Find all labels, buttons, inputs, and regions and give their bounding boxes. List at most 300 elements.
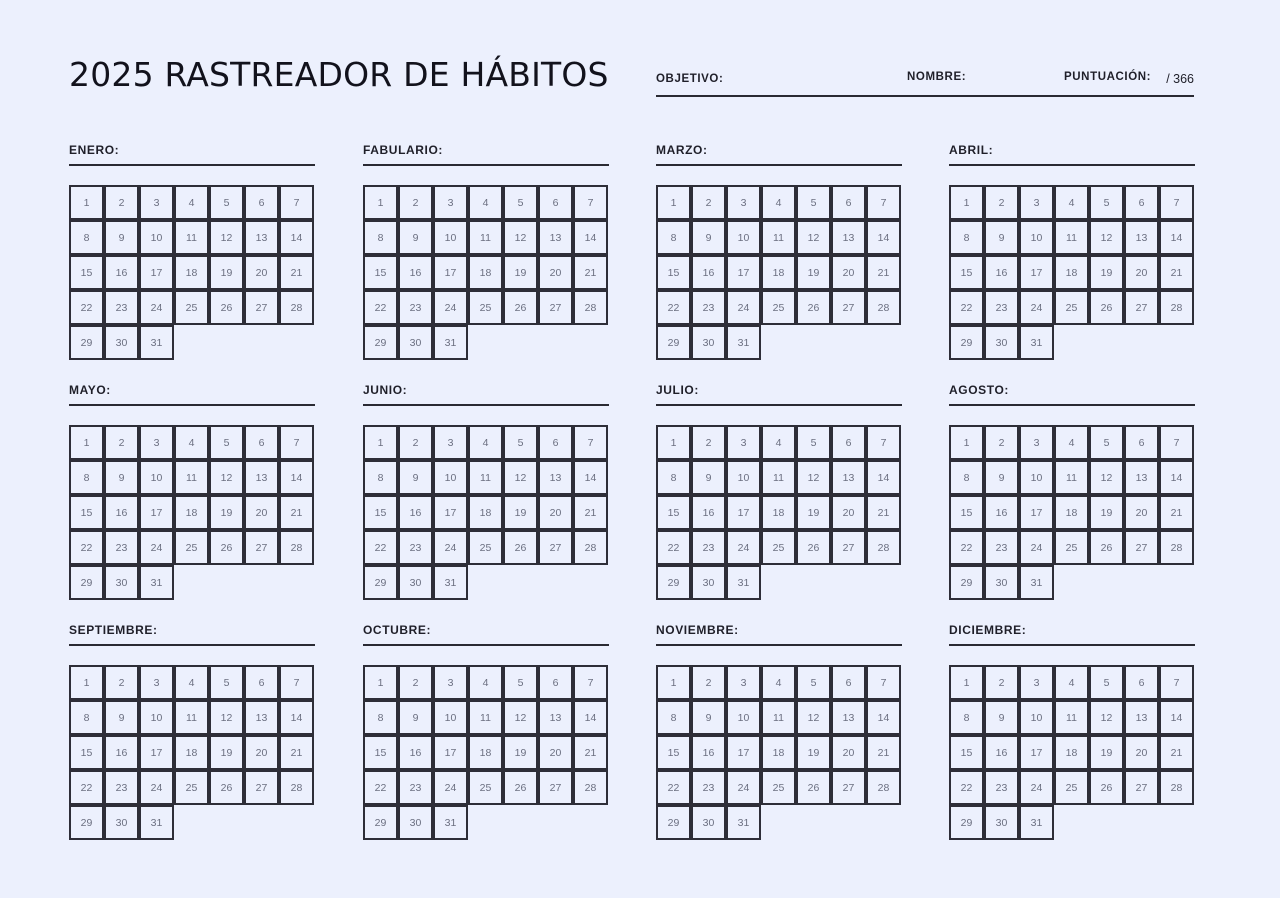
day-cell[interactable]: 3 xyxy=(1019,665,1054,700)
day-cell[interactable]: 5 xyxy=(209,185,244,220)
day-cell[interactable]: 8 xyxy=(363,220,398,255)
day-cell[interactable]: 26 xyxy=(1089,530,1124,565)
day-cell[interactable]: 9 xyxy=(691,220,726,255)
day-cell[interactable]: 7 xyxy=(279,665,314,700)
day-cell[interactable]: 27 xyxy=(831,290,866,325)
day-cell[interactable]: 6 xyxy=(1124,665,1159,700)
day-cell[interactable]: 31 xyxy=(433,805,468,840)
day-cell[interactable]: 27 xyxy=(1124,290,1159,325)
day-cell[interactable]: 18 xyxy=(1054,255,1089,290)
day-cell[interactable]: 18 xyxy=(761,495,796,530)
day-cell[interactable]: 19 xyxy=(1089,495,1124,530)
day-cell[interactable]: 12 xyxy=(503,460,538,495)
day-cell[interactable]: 21 xyxy=(866,495,901,530)
day-cell[interactable]: 30 xyxy=(984,805,1019,840)
day-cell[interactable]: 25 xyxy=(468,290,503,325)
day-cell[interactable]: 2 xyxy=(398,425,433,460)
day-cell[interactable]: 11 xyxy=(761,700,796,735)
day-cell[interactable]: 28 xyxy=(279,530,314,565)
day-cell[interactable]: 11 xyxy=(761,460,796,495)
day-cell[interactable]: 5 xyxy=(503,425,538,460)
day-cell[interactable]: 2 xyxy=(984,425,1019,460)
day-cell[interactable]: 5 xyxy=(1089,185,1124,220)
day-cell[interactable]: 17 xyxy=(433,735,468,770)
day-cell[interactable]: 14 xyxy=(1159,700,1194,735)
day-cell[interactable]: 22 xyxy=(656,530,691,565)
day-cell[interactable]: 30 xyxy=(398,325,433,360)
day-cell[interactable]: 6 xyxy=(538,425,573,460)
day-cell[interactable]: 29 xyxy=(656,325,691,360)
day-cell[interactable]: 12 xyxy=(796,220,831,255)
day-cell[interactable]: 27 xyxy=(831,770,866,805)
day-cell[interactable]: 28 xyxy=(1159,770,1194,805)
day-cell[interactable]: 14 xyxy=(573,220,608,255)
day-cell[interactable]: 27 xyxy=(538,770,573,805)
day-cell[interactable]: 15 xyxy=(69,735,104,770)
day-cell[interactable]: 30 xyxy=(104,325,139,360)
day-cell[interactable]: 13 xyxy=(1124,460,1159,495)
day-cell[interactable]: 24 xyxy=(139,530,174,565)
day-cell[interactable]: 14 xyxy=(866,220,901,255)
day-cell[interactable]: 22 xyxy=(949,530,984,565)
day-cell[interactable]: 1 xyxy=(656,425,691,460)
day-cell[interactable]: 29 xyxy=(949,565,984,600)
day-cell[interactable]: 10 xyxy=(1019,700,1054,735)
day-cell[interactable]: 6 xyxy=(831,185,866,220)
day-cell[interactable]: 25 xyxy=(174,290,209,325)
day-cell[interactable]: 14 xyxy=(1159,460,1194,495)
day-cell[interactable]: 25 xyxy=(1054,290,1089,325)
day-cell[interactable]: 21 xyxy=(1159,735,1194,770)
day-cell[interactable]: 13 xyxy=(538,220,573,255)
day-cell[interactable]: 14 xyxy=(1159,220,1194,255)
day-cell[interactable]: 3 xyxy=(433,425,468,460)
day-cell[interactable]: 27 xyxy=(244,530,279,565)
day-cell[interactable]: 17 xyxy=(139,495,174,530)
day-cell[interactable]: 6 xyxy=(244,425,279,460)
day-cell[interactable]: 30 xyxy=(104,565,139,600)
day-cell[interactable]: 19 xyxy=(209,255,244,290)
day-cell[interactable]: 22 xyxy=(69,770,104,805)
day-cell[interactable]: 22 xyxy=(363,770,398,805)
day-cell[interactable]: 2 xyxy=(984,665,1019,700)
day-cell[interactable]: 24 xyxy=(139,770,174,805)
day-cell[interactable]: 5 xyxy=(796,185,831,220)
day-cell[interactable]: 17 xyxy=(726,735,761,770)
day-cell[interactable]: 24 xyxy=(726,770,761,805)
day-cell[interactable]: 22 xyxy=(949,770,984,805)
day-cell[interactable]: 29 xyxy=(363,565,398,600)
day-cell[interactable]: 31 xyxy=(1019,805,1054,840)
day-cell[interactable]: 6 xyxy=(538,185,573,220)
day-cell[interactable]: 31 xyxy=(139,805,174,840)
day-cell[interactable]: 12 xyxy=(1089,460,1124,495)
day-cell[interactable]: 14 xyxy=(866,460,901,495)
day-cell[interactable]: 23 xyxy=(104,770,139,805)
day-cell[interactable]: 14 xyxy=(573,460,608,495)
day-cell[interactable]: 10 xyxy=(1019,460,1054,495)
day-cell[interactable]: 10 xyxy=(726,460,761,495)
day-cell[interactable]: 30 xyxy=(691,325,726,360)
day-cell[interactable]: 8 xyxy=(949,220,984,255)
day-cell[interactable]: 25 xyxy=(468,530,503,565)
day-cell[interactable]: 31 xyxy=(726,565,761,600)
day-cell[interactable]: 8 xyxy=(949,700,984,735)
day-cell[interactable]: 16 xyxy=(691,735,726,770)
day-cell[interactable]: 30 xyxy=(398,565,433,600)
day-cell[interactable]: 11 xyxy=(174,460,209,495)
day-cell[interactable]: 23 xyxy=(398,770,433,805)
day-cell[interactable]: 21 xyxy=(279,255,314,290)
day-cell[interactable]: 27 xyxy=(831,530,866,565)
day-cell[interactable]: 16 xyxy=(104,255,139,290)
day-cell[interactable]: 9 xyxy=(398,460,433,495)
day-cell[interactable]: 4 xyxy=(1054,425,1089,460)
day-cell[interactable]: 1 xyxy=(69,425,104,460)
day-cell[interactable]: 21 xyxy=(573,255,608,290)
day-cell[interactable]: 7 xyxy=(573,665,608,700)
day-cell[interactable]: 10 xyxy=(433,220,468,255)
day-cell[interactable]: 18 xyxy=(174,735,209,770)
day-cell[interactable]: 9 xyxy=(104,700,139,735)
day-cell[interactable]: 9 xyxy=(691,700,726,735)
day-cell[interactable]: 1 xyxy=(363,425,398,460)
day-cell[interactable]: 21 xyxy=(573,735,608,770)
day-cell[interactable]: 20 xyxy=(538,255,573,290)
day-cell[interactable]: 19 xyxy=(503,735,538,770)
day-cell[interactable]: 19 xyxy=(503,495,538,530)
day-cell[interactable]: 25 xyxy=(174,530,209,565)
day-cell[interactable]: 29 xyxy=(656,565,691,600)
day-cell[interactable]: 26 xyxy=(209,290,244,325)
day-cell[interactable]: 18 xyxy=(468,255,503,290)
day-cell[interactable]: 1 xyxy=(69,665,104,700)
day-cell[interactable]: 7 xyxy=(1159,425,1194,460)
day-cell[interactable]: 28 xyxy=(573,290,608,325)
day-cell[interactable]: 10 xyxy=(433,700,468,735)
day-cell[interactable]: 27 xyxy=(538,290,573,325)
day-cell[interactable]: 12 xyxy=(796,700,831,735)
day-cell[interactable]: 30 xyxy=(104,805,139,840)
day-cell[interactable]: 6 xyxy=(538,665,573,700)
day-cell[interactable]: 18 xyxy=(1054,735,1089,770)
day-cell[interactable]: 26 xyxy=(503,530,538,565)
day-cell[interactable]: 26 xyxy=(503,770,538,805)
day-cell[interactable]: 4 xyxy=(174,665,209,700)
day-cell[interactable]: 2 xyxy=(104,185,139,220)
day-cell[interactable]: 12 xyxy=(1089,700,1124,735)
day-cell[interactable]: 31 xyxy=(433,565,468,600)
day-cell[interactable]: 13 xyxy=(538,460,573,495)
day-cell[interactable]: 25 xyxy=(1054,530,1089,565)
day-cell[interactable]: 15 xyxy=(949,735,984,770)
day-cell[interactable]: 20 xyxy=(831,735,866,770)
day-cell[interactable]: 18 xyxy=(174,255,209,290)
day-cell[interactable]: 3 xyxy=(139,425,174,460)
day-cell[interactable]: 20 xyxy=(538,495,573,530)
day-cell[interactable]: 13 xyxy=(831,460,866,495)
day-cell[interactable]: 15 xyxy=(656,255,691,290)
day-cell[interactable]: 2 xyxy=(691,425,726,460)
day-cell[interactable]: 30 xyxy=(691,565,726,600)
day-cell[interactable]: 5 xyxy=(503,185,538,220)
day-cell[interactable]: 12 xyxy=(209,460,244,495)
day-cell[interactable]: 24 xyxy=(1019,770,1054,805)
day-cell[interactable]: 3 xyxy=(726,185,761,220)
day-cell[interactable]: 4 xyxy=(468,665,503,700)
day-cell[interactable]: 17 xyxy=(726,255,761,290)
day-cell[interactable]: 16 xyxy=(398,735,433,770)
day-cell[interactable]: 24 xyxy=(726,290,761,325)
day-cell[interactable]: 18 xyxy=(174,495,209,530)
day-cell[interactable]: 23 xyxy=(398,530,433,565)
day-cell[interactable]: 6 xyxy=(1124,425,1159,460)
day-cell[interactable]: 5 xyxy=(503,665,538,700)
day-cell[interactable]: 15 xyxy=(69,255,104,290)
day-cell[interactable]: 19 xyxy=(503,255,538,290)
day-cell[interactable]: 6 xyxy=(831,425,866,460)
day-cell[interactable]: 11 xyxy=(1054,460,1089,495)
day-cell[interactable]: 12 xyxy=(503,220,538,255)
day-cell[interactable]: 4 xyxy=(761,665,796,700)
day-cell[interactable]: 9 xyxy=(398,700,433,735)
day-cell[interactable]: 3 xyxy=(1019,425,1054,460)
day-cell[interactable]: 7 xyxy=(279,425,314,460)
day-cell[interactable]: 30 xyxy=(398,805,433,840)
day-cell[interactable]: 14 xyxy=(573,700,608,735)
day-cell[interactable]: 11 xyxy=(1054,220,1089,255)
day-cell[interactable]: 25 xyxy=(1054,770,1089,805)
day-cell[interactable]: 10 xyxy=(139,700,174,735)
day-cell[interactable]: 7 xyxy=(279,185,314,220)
day-cell[interactable]: 27 xyxy=(244,770,279,805)
day-cell[interactable]: 22 xyxy=(949,290,984,325)
day-cell[interactable]: 19 xyxy=(209,735,244,770)
day-cell[interactable]: 6 xyxy=(831,665,866,700)
day-cell[interactable]: 31 xyxy=(1019,565,1054,600)
day-cell[interactable]: 5 xyxy=(1089,665,1124,700)
day-cell[interactable]: 22 xyxy=(363,290,398,325)
day-cell[interactable]: 23 xyxy=(398,290,433,325)
day-cell[interactable]: 4 xyxy=(174,425,209,460)
day-cell[interactable]: 23 xyxy=(691,770,726,805)
day-cell[interactable]: 27 xyxy=(1124,770,1159,805)
day-cell[interactable]: 21 xyxy=(1159,495,1194,530)
day-cell[interactable]: 22 xyxy=(363,530,398,565)
day-cell[interactable]: 12 xyxy=(209,220,244,255)
day-cell[interactable]: 12 xyxy=(796,460,831,495)
day-cell[interactable]: 12 xyxy=(209,700,244,735)
day-cell[interactable]: 10 xyxy=(726,700,761,735)
day-cell[interactable]: 12 xyxy=(1089,220,1124,255)
day-cell[interactable]: 29 xyxy=(656,805,691,840)
day-cell[interactable]: 3 xyxy=(726,425,761,460)
day-cell[interactable]: 13 xyxy=(1124,700,1159,735)
day-cell[interactable]: 23 xyxy=(984,770,1019,805)
day-cell[interactable]: 3 xyxy=(433,185,468,220)
day-cell[interactable]: 25 xyxy=(174,770,209,805)
day-cell[interactable]: 1 xyxy=(69,185,104,220)
day-cell[interactable]: 17 xyxy=(1019,495,1054,530)
day-cell[interactable]: 1 xyxy=(949,665,984,700)
day-cell[interactable]: 22 xyxy=(69,290,104,325)
day-cell[interactable]: 29 xyxy=(69,565,104,600)
day-cell[interactable]: 25 xyxy=(468,770,503,805)
day-cell[interactable]: 11 xyxy=(174,220,209,255)
day-cell[interactable]: 30 xyxy=(691,805,726,840)
day-cell[interactable]: 11 xyxy=(468,460,503,495)
day-cell[interactable]: 19 xyxy=(1089,735,1124,770)
day-cell[interactable]: 18 xyxy=(468,735,503,770)
day-cell[interactable]: 21 xyxy=(866,735,901,770)
day-cell[interactable]: 23 xyxy=(104,290,139,325)
day-cell[interactable]: 28 xyxy=(573,770,608,805)
day-cell[interactable]: 6 xyxy=(244,665,279,700)
day-cell[interactable]: 28 xyxy=(279,290,314,325)
day-cell[interactable]: 26 xyxy=(796,530,831,565)
day-cell[interactable]: 9 xyxy=(398,220,433,255)
day-cell[interactable]: 24 xyxy=(433,530,468,565)
day-cell[interactable]: 7 xyxy=(573,185,608,220)
day-cell[interactable]: 23 xyxy=(984,290,1019,325)
day-cell[interactable]: 22 xyxy=(69,530,104,565)
day-cell[interactable]: 29 xyxy=(363,805,398,840)
day-cell[interactable]: 7 xyxy=(573,425,608,460)
day-cell[interactable]: 1 xyxy=(656,185,691,220)
day-cell[interactable]: 18 xyxy=(1054,495,1089,530)
day-cell[interactable]: 13 xyxy=(1124,220,1159,255)
day-cell[interactable]: 16 xyxy=(104,495,139,530)
day-cell[interactable]: 16 xyxy=(984,255,1019,290)
day-cell[interactable]: 15 xyxy=(363,495,398,530)
day-cell[interactable]: 23 xyxy=(691,530,726,565)
day-cell[interactable]: 9 xyxy=(104,460,139,495)
day-cell[interactable]: 29 xyxy=(69,325,104,360)
day-cell[interactable]: 17 xyxy=(433,495,468,530)
day-cell[interactable]: 17 xyxy=(1019,735,1054,770)
day-cell[interactable]: 5 xyxy=(1089,425,1124,460)
day-cell[interactable]: 17 xyxy=(1019,255,1054,290)
day-cell[interactable]: 20 xyxy=(831,255,866,290)
day-cell[interactable]: 27 xyxy=(538,530,573,565)
day-cell[interactable]: 28 xyxy=(1159,530,1194,565)
day-cell[interactable]: 19 xyxy=(796,735,831,770)
day-cell[interactable]: 15 xyxy=(363,255,398,290)
day-cell[interactable]: 16 xyxy=(691,495,726,530)
day-cell[interactable]: 15 xyxy=(69,495,104,530)
day-cell[interactable]: 16 xyxy=(398,495,433,530)
day-cell[interactable]: 2 xyxy=(104,665,139,700)
day-cell[interactable]: 20 xyxy=(1124,735,1159,770)
day-cell[interactable]: 28 xyxy=(866,770,901,805)
day-cell[interactable]: 1 xyxy=(656,665,691,700)
day-cell[interactable]: 3 xyxy=(139,665,174,700)
day-cell[interactable]: 23 xyxy=(984,530,1019,565)
day-cell[interactable]: 21 xyxy=(866,255,901,290)
day-cell[interactable]: 29 xyxy=(949,325,984,360)
day-cell[interactable]: 20 xyxy=(1124,255,1159,290)
day-cell[interactable]: 21 xyxy=(1159,255,1194,290)
day-cell[interactable]: 19 xyxy=(796,495,831,530)
day-cell[interactable]: 13 xyxy=(831,700,866,735)
day-cell[interactable]: 15 xyxy=(363,735,398,770)
day-cell[interactable]: 16 xyxy=(691,255,726,290)
day-cell[interactable]: 4 xyxy=(174,185,209,220)
day-cell[interactable]: 26 xyxy=(1089,290,1124,325)
day-cell[interactable]: 20 xyxy=(244,255,279,290)
day-cell[interactable]: 15 xyxy=(949,495,984,530)
day-cell[interactable]: 5 xyxy=(209,665,244,700)
day-cell[interactable]: 18 xyxy=(761,255,796,290)
day-cell[interactable]: 29 xyxy=(363,325,398,360)
day-cell[interactable]: 6 xyxy=(244,185,279,220)
day-cell[interactable]: 14 xyxy=(279,220,314,255)
day-cell[interactable]: 5 xyxy=(796,665,831,700)
day-cell[interactable]: 23 xyxy=(104,530,139,565)
day-cell[interactable]: 25 xyxy=(761,770,796,805)
day-cell[interactable]: 18 xyxy=(761,735,796,770)
day-cell[interactable]: 23 xyxy=(691,290,726,325)
day-cell[interactable]: 16 xyxy=(984,495,1019,530)
day-cell[interactable]: 31 xyxy=(139,325,174,360)
day-cell[interactable]: 24 xyxy=(433,290,468,325)
day-cell[interactable]: 8 xyxy=(656,700,691,735)
day-cell[interactable]: 31 xyxy=(433,325,468,360)
day-cell[interactable]: 20 xyxy=(538,735,573,770)
day-cell[interactable]: 4 xyxy=(468,425,503,460)
day-cell[interactable]: 24 xyxy=(1019,530,1054,565)
day-cell[interactable]: 9 xyxy=(984,220,1019,255)
day-cell[interactable]: 3 xyxy=(139,185,174,220)
day-cell[interactable]: 30 xyxy=(984,325,1019,360)
day-cell[interactable]: 16 xyxy=(984,735,1019,770)
day-cell[interactable]: 10 xyxy=(1019,220,1054,255)
day-cell[interactable]: 20 xyxy=(831,495,866,530)
day-cell[interactable]: 16 xyxy=(398,255,433,290)
day-cell[interactable]: 28 xyxy=(573,530,608,565)
day-cell[interactable]: 11 xyxy=(174,700,209,735)
day-cell[interactable]: 7 xyxy=(866,185,901,220)
day-cell[interactable]: 1 xyxy=(949,425,984,460)
day-cell[interactable]: 18 xyxy=(468,495,503,530)
day-cell[interactable]: 8 xyxy=(363,460,398,495)
day-cell[interactable]: 15 xyxy=(949,255,984,290)
day-cell[interactable]: 9 xyxy=(691,460,726,495)
day-cell[interactable]: 28 xyxy=(279,770,314,805)
day-cell[interactable]: 3 xyxy=(433,665,468,700)
day-cell[interactable]: 2 xyxy=(984,185,1019,220)
day-cell[interactable]: 21 xyxy=(573,495,608,530)
day-cell[interactable]: 30 xyxy=(984,565,1019,600)
day-cell[interactable]: 10 xyxy=(726,220,761,255)
day-cell[interactable]: 20 xyxy=(1124,495,1159,530)
day-cell[interactable]: 9 xyxy=(984,460,1019,495)
day-cell[interactable]: 10 xyxy=(139,220,174,255)
day-cell[interactable]: 26 xyxy=(209,770,244,805)
day-cell[interactable]: 31 xyxy=(726,805,761,840)
day-cell[interactable]: 10 xyxy=(139,460,174,495)
day-cell[interactable]: 4 xyxy=(1054,665,1089,700)
day-cell[interactable]: 2 xyxy=(691,665,726,700)
day-cell[interactable]: 31 xyxy=(139,565,174,600)
day-cell[interactable]: 16 xyxy=(104,735,139,770)
day-cell[interactable]: 29 xyxy=(69,805,104,840)
day-cell[interactable]: 3 xyxy=(1019,185,1054,220)
day-cell[interactable]: 4 xyxy=(1054,185,1089,220)
day-cell[interactable]: 8 xyxy=(69,700,104,735)
day-cell[interactable]: 2 xyxy=(104,425,139,460)
day-cell[interactable]: 31 xyxy=(726,325,761,360)
